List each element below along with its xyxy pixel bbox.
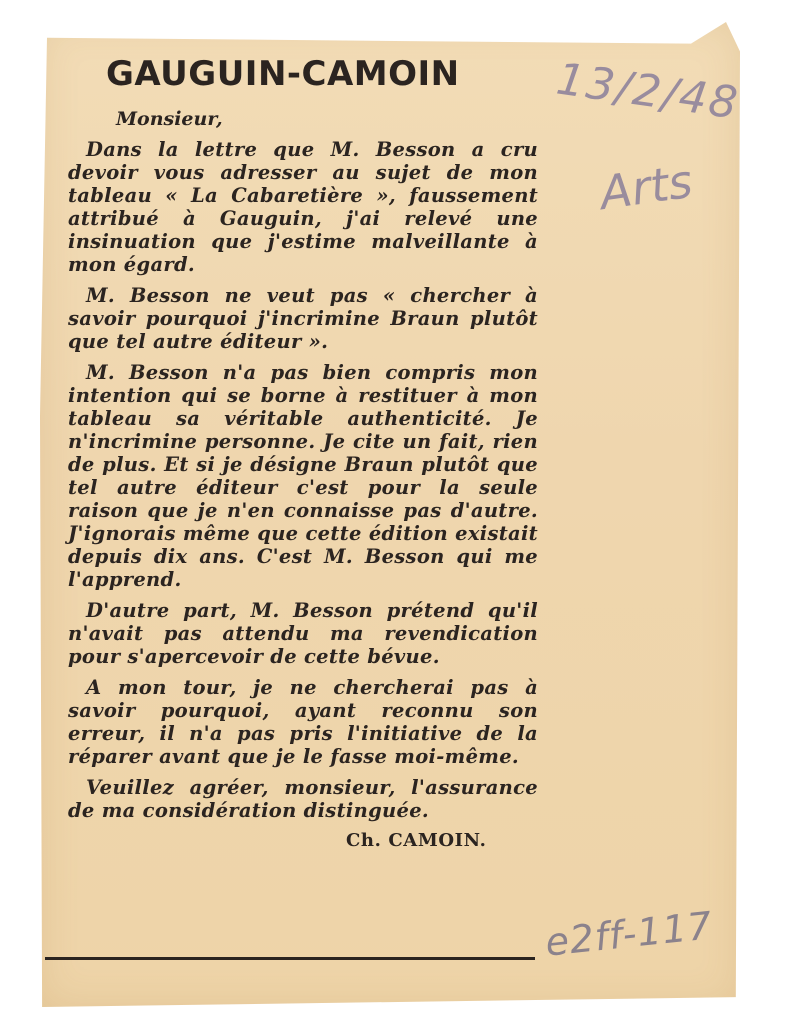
letter-signature: Ch. CAMOIN. xyxy=(346,830,487,851)
letter-paragraph: Dans la lettre que M. Besson a cru devoir vous adresser au sujet de mon tableau « La Cabaretière », faussement attribué à Gauguin, j'ai relevé une insinuation que j'estime malveillante à mon égard. xyxy=(68,138,538,276)
article-headline: GAUGUIN-CAMOIN xyxy=(106,54,460,94)
article-column xyxy=(68,54,538,851)
handwritten-reference: e2ff-117 xyxy=(543,903,715,965)
handwritten-date: 13/2/48 xyxy=(553,53,743,130)
handwritten-section: Arts xyxy=(596,153,696,221)
column-divider-rule xyxy=(45,957,535,960)
letter-closing: Veuillez agréer, monsieur, l'assurance de ma considération distinguée. xyxy=(68,776,538,822)
letter-salutation: Monsieur, xyxy=(116,108,223,130)
letter-paragraph: M. Besson ne veut pas « chercher à savoir pourquoi j'incrimine Braun plutôt que tel autre éditeur ». xyxy=(68,284,538,353)
letter-paragraph: D'autre part, M. Besson prétend qu'il n'avait pas attendu ma revendication pour s'apercevoir de cette bévue. xyxy=(68,599,538,668)
letter-paragraph: A mon tour, je ne chercherai pas à savoir pourquoi, ayant reconnu son erreur, il n'a pas pris l'initiative de la réparer avant que je le fasse moi-même. xyxy=(68,676,538,768)
letter-paragraph: M. Besson n'a pas bien compris mon intention qui se borne à restituer à mon tableau sa véritable authenticité. Je n'incrimine personne. Je cite un fait, rien de plus. Et si je désigne Braun plutôt que tel autre éditeur c'est pour la seule raison que je n'en connaisse pas d'autre. J'ignorais même que cette édition existait depuis dix ans. C'est M. Besson qui me l'apprend. xyxy=(68,361,538,591)
